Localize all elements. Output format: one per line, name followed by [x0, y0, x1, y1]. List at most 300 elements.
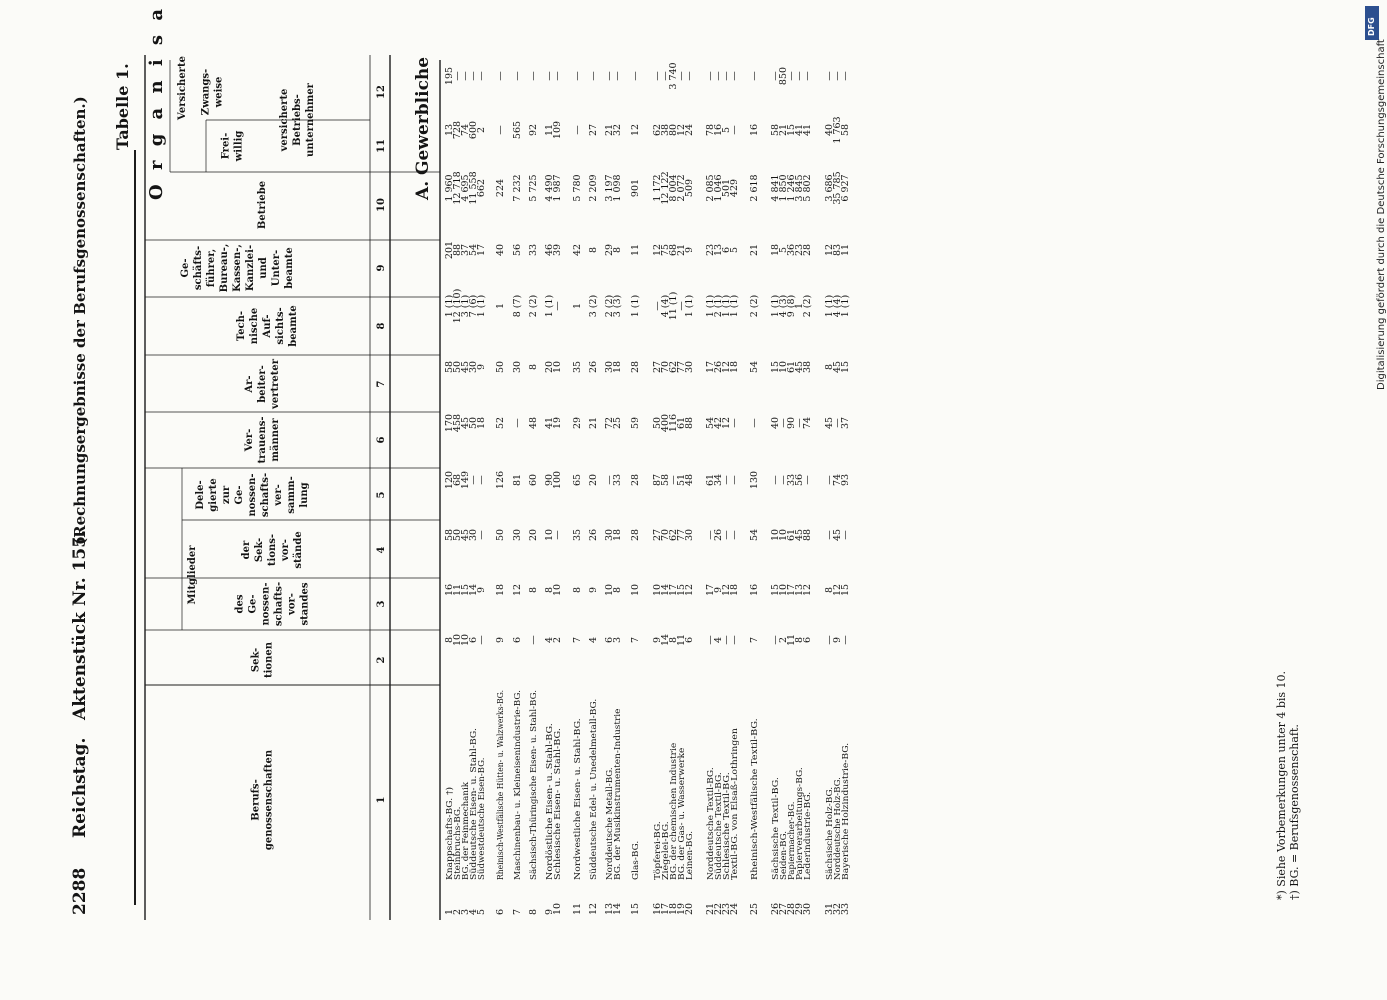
cell-c12: — [824, 71, 835, 81]
cell-c4: — [705, 530, 716, 540]
cell-c10: 5 802 [802, 174, 813, 202]
cell-c7: 20 [544, 360, 555, 374]
cell-c3: 11 [452, 583, 463, 597]
cell-c9: 5 [729, 246, 740, 254]
row-number: 23 [721, 902, 732, 915]
cell-c8: 3 (3) [612, 294, 623, 318]
cell-c4: 50 [452, 528, 463, 542]
cell-c5: 56 [794, 473, 805, 487]
cell-c2: 3 [612, 636, 623, 644]
cell-c12: — [630, 71, 641, 81]
cell-c8: 1 (1) [684, 294, 695, 318]
cell-c2: — [840, 635, 851, 645]
cell-c10: 8 004 [668, 174, 679, 202]
cell-c3: 10 [552, 583, 563, 597]
cell-c3: 8 [572, 586, 583, 594]
cell-c5: 87 [652, 473, 663, 487]
cell-c12: — [721, 71, 732, 81]
cell-c11: 12 [630, 123, 641, 137]
cell-c6: 18 [476, 416, 487, 430]
cell-c4: 45 [794, 528, 805, 542]
cell-c2: 8 [668, 636, 679, 644]
cell-c4: 30 [512, 528, 523, 542]
cell-c5: 149 [460, 470, 471, 490]
cell-c5: 28 [630, 473, 641, 487]
cell-c8: 1 (1) [840, 294, 851, 318]
cell-c8: 9 (8) [786, 294, 797, 318]
cell-c2: 14 [660, 633, 671, 647]
cell-c5: 81 [512, 473, 523, 487]
cell-c11: 2 [476, 126, 487, 134]
cell-c9: 29 [604, 243, 615, 257]
cell-c7: 30 [684, 360, 695, 374]
row-name: Papiermacher-BG. [787, 801, 797, 880]
cell-c12: — [794, 71, 805, 81]
cell-c5: 130 [749, 470, 760, 490]
cell-c10: 12 122 [660, 171, 671, 205]
cell-c9: 23 [794, 243, 805, 257]
cell-c6: 74 [802, 416, 813, 430]
cell-c11: 80 [668, 123, 679, 137]
row-number: 22 [713, 902, 724, 915]
cell-c7: 58 [444, 360, 455, 374]
cell-c9: 8 [612, 246, 623, 254]
page-number: 2288 [70, 867, 90, 915]
cell-c4: — [840, 530, 851, 540]
cell-c10: 2 618 [749, 174, 760, 202]
cell-c8: — [552, 301, 563, 311]
cell-c5: 126 [495, 470, 506, 490]
cell-c7: 45 [832, 360, 843, 374]
cell-c8: 2 (2) [749, 294, 760, 318]
table-row [476, 71, 487, 915]
cell-c2: 6 [468, 636, 479, 644]
row-name: Sächsische Holz-BG. [825, 791, 835, 880]
cell-c4: — [824, 530, 835, 540]
cell-c10: 12 718 [452, 171, 463, 205]
cell-c11: 32 [612, 123, 623, 137]
cell-c4: — [476, 530, 487, 540]
cell-c12: — [729, 71, 740, 81]
cell-c4: 30 [684, 528, 695, 542]
cell-c10: 1 850 [778, 174, 789, 202]
cell-c11: 728 [452, 120, 463, 140]
column-number-2: 2 [376, 656, 387, 664]
cell-c3: 17 [668, 583, 679, 597]
cell-c5: 51 [676, 473, 687, 487]
cell-c9: 9 [684, 246, 695, 254]
row-number: 27 [778, 902, 789, 915]
dfg-logo [1365, 6, 1379, 40]
row-number: 24 [729, 902, 740, 915]
row-name: Süddeutsche Eisen- u. Stahl-BG. [469, 740, 479, 880]
cell-c8: 1 (1) [444, 294, 455, 318]
cell-c6: — [749, 418, 760, 428]
cell-c9: 201 [444, 240, 455, 260]
row-name: Knappschafts-BG. †) [445, 792, 455, 880]
cell-c2: 6 [802, 636, 813, 644]
cell-c8: 1 (1) [729, 294, 740, 318]
cell-c12: — [786, 71, 797, 81]
cell-c8: 1 (1) [770, 294, 781, 318]
row-number: 11 [572, 902, 583, 915]
cell-c6: 90 [786, 416, 797, 430]
cell-c9: 12 [824, 243, 835, 257]
cell-c8: 2 (2) [802, 294, 813, 318]
cell-c12: — [468, 71, 479, 81]
cell-c11: 92 [528, 123, 539, 137]
row-name: Süddeutsche Textil-BG. [714, 779, 724, 880]
cell-c6: 40 [770, 416, 781, 430]
cell-c9: 33 [528, 243, 539, 257]
cell-c2: — [770, 635, 781, 645]
cell-c6: 21 [588, 416, 599, 430]
cell-c11: 109 [552, 120, 563, 140]
row-number: 5 [476, 908, 487, 915]
cell-c9: 37 [460, 243, 471, 257]
cell-c3: 9 [713, 586, 724, 594]
cell-c5: — [476, 475, 487, 485]
row-name: Glas-BG. [631, 842, 641, 880]
cell-c12: — [676, 71, 687, 81]
cell-c7: 15 [840, 360, 851, 374]
header-zwangsweise-display: Zwangs- weise [200, 68, 225, 116]
row-number: 33 [840, 902, 851, 915]
cell-c5: — [668, 475, 679, 485]
cell-c10: 1 246 [786, 174, 797, 202]
cell-c2: 7 [749, 636, 760, 644]
cell-c12: — [802, 71, 813, 81]
cell-c9: 56 [512, 243, 523, 257]
table-row [495, 71, 506, 915]
cell-c10: 3 845 [794, 174, 805, 202]
cell-c5: 48 [684, 473, 695, 487]
header-mitglieder-display: Mitglieder [187, 545, 198, 605]
cell-c6: — [794, 418, 805, 428]
row-name: Rheinisch-Westfälische Hütten- u. Walzwerks-BG. [496, 667, 506, 880]
cell-c10: 2 072 [676, 174, 687, 202]
cell-c6: 19 [552, 416, 563, 430]
cell-c12: — [660, 71, 671, 81]
cell-c7: 15 [770, 360, 781, 374]
cell-c7: 54 [749, 360, 760, 374]
row-number: 2 [452, 908, 463, 915]
cell-c11: — [572, 125, 583, 135]
cell-c2: — [705, 635, 716, 645]
cell-c9: 39 [552, 243, 563, 257]
cell-c8: 2 (1) [713, 294, 724, 318]
footnote-1: *) Siehe Vorbemerkungen unter 4 bis 10. [1275, 670, 1288, 900]
cell-c2: 6 [684, 636, 695, 644]
cell-c10: 2 209 [588, 174, 599, 202]
cell-c8: 4 (4) [832, 294, 843, 318]
table-label: Tabelle 1. [113, 63, 132, 150]
header-geschaeftsfuehrer-display: Ge- schäfts- führer, Bureau-, Kassen-, Kanzlei- und Unter- beamte [180, 243, 295, 293]
cell-c7: 30 [512, 360, 523, 374]
row-name: Lederindustrie-BG. [803, 797, 813, 880]
cell-c12: — [544, 71, 555, 81]
cell-c4: 62 [668, 528, 679, 542]
cell-c6: 48 [528, 416, 539, 430]
cell-c5: — [721, 475, 732, 485]
cell-c3: 10 [630, 583, 641, 597]
cell-c11: 15 [786, 123, 797, 137]
cell-c2: — [528, 635, 539, 645]
footnotes [1275, 671, 1301, 900]
cell-c5: 34 [713, 473, 724, 487]
cell-c8: 1 (1) [476, 294, 487, 318]
cell-c7: 26 [588, 360, 599, 374]
cell-c10: 2 085 [705, 174, 716, 202]
cell-c8: — [676, 301, 687, 311]
cell-c3: 8 [612, 586, 623, 594]
cell-c12: 195 [444, 66, 455, 86]
cell-c7: 12 [721, 360, 732, 374]
cell-c11: 16 [749, 123, 760, 137]
cell-c11: 41 [802, 123, 813, 137]
row-number: 18 [668, 902, 679, 915]
row-number: 20 [684, 902, 695, 915]
cell-c9: 11 [630, 243, 641, 257]
cell-c12: 3 740 [668, 62, 679, 90]
cell-c9: 17 [476, 243, 487, 257]
cell-c3: 12 [721, 583, 732, 597]
cell-c9: 36 [786, 243, 797, 257]
cell-c10: 3 197 [604, 174, 615, 202]
row-name: Norddeutsche Textil-BG. [706, 774, 716, 880]
table-body [444, 62, 851, 915]
cell-c8: 1 [794, 302, 805, 310]
cell-c10: 3 686 [824, 174, 835, 202]
cell-c11: 21 [778, 123, 789, 137]
cell-c12: — [604, 71, 615, 81]
cell-c2: 2 [778, 636, 789, 644]
cell-c5: 74 [832, 473, 843, 487]
row-number: 8 [528, 908, 539, 915]
cell-c5: — [802, 475, 813, 485]
row-name: Maschinenbau- u. Kleineisenindustrie-BG. [513, 698, 523, 880]
cell-c7: 38 [802, 360, 813, 374]
cell-c7: 18 [729, 360, 740, 374]
cell-c11: — [495, 125, 506, 135]
cell-c4: 28 [630, 528, 641, 542]
header-sektionen-display: Sek- tionen [250, 642, 275, 678]
cell-c4: 35 [572, 528, 583, 542]
cell-c6: 41 [544, 416, 555, 430]
cell-c6: 54 [705, 416, 716, 430]
row-number: 32 [832, 902, 843, 915]
column-number-8: 8 [376, 322, 387, 330]
cell-c3: 12 [802, 583, 813, 597]
cell-c5: — [824, 475, 835, 485]
row-number: 21 [705, 902, 716, 915]
column-number-3: 3 [376, 600, 387, 608]
row-number: 31 [824, 902, 835, 915]
cell-c7: 8 [824, 363, 835, 371]
cell-c7: 50 [495, 360, 506, 374]
cell-c4: 45 [832, 528, 843, 542]
cell-c2: 11 [676, 633, 687, 647]
cell-c4: 70 [660, 528, 671, 542]
cell-c10: 4 695 [460, 174, 471, 202]
row-name: Leinen-BG. [685, 832, 695, 880]
dfg-logo-text: DFG [1367, 17, 1376, 36]
cell-c6: 45 [460, 416, 471, 430]
cell-c7: 28 [630, 360, 641, 374]
table-row [749, 71, 760, 915]
cell-c3: 12 [832, 583, 843, 597]
cell-c3: 16 [444, 583, 455, 597]
cell-c9: 8 [588, 246, 599, 254]
cell-c9: 40 [495, 243, 506, 257]
row-name: Nordöstliche Eisen- u. Stahl-BG. [545, 740, 555, 880]
cell-c6: 458 [452, 413, 463, 433]
cell-c10: 11 558 [468, 171, 479, 205]
footnote-2: †) BG. = Berufsgenossenschaft. [1288, 724, 1301, 900]
cell-c4: 30 [604, 528, 615, 542]
cell-c6: — [512, 418, 523, 428]
cell-c2: 4 [713, 636, 724, 644]
cell-c5: — [604, 475, 615, 485]
row-name: Nordwestliche Eisen- u. Stahl-BG. [573, 733, 583, 880]
cell-c12: — [749, 71, 760, 81]
header-berufsgenossenschaften-display: Berufs- genossenschaften [250, 749, 275, 851]
cell-c12: — [476, 71, 487, 81]
cell-c7: 8 [528, 363, 539, 371]
cell-c4: 27 [652, 528, 663, 542]
row-number: 29 [794, 902, 805, 915]
cell-c4: 54 [749, 528, 760, 542]
cell-c7: 62 [668, 360, 679, 374]
cell-c12: — [713, 71, 724, 81]
cell-c4: 30 [468, 528, 479, 542]
cell-c8: 1 [572, 302, 583, 310]
cell-c4: 61 [786, 528, 797, 542]
cell-c5: 60 [528, 473, 539, 487]
cell-c4: 18 [612, 528, 623, 542]
cell-c6: 72 [604, 416, 615, 430]
cell-c3: 18 [495, 583, 506, 597]
cell-c3: 10 [604, 583, 615, 597]
cell-c9: 18 [770, 243, 781, 257]
cell-c3: 14 [468, 583, 479, 597]
row-name: Süddeutsche Edel- u. Unedelmetall-BG. [589, 709, 599, 880]
cell-c5: — [468, 475, 479, 485]
row-number: 1 [444, 908, 455, 915]
cell-c7: 30 [604, 360, 615, 374]
cell-c4: 58 [444, 528, 455, 542]
cell-c7: 26 [713, 360, 724, 374]
cell-c7: 45 [794, 360, 805, 374]
cell-c5: 90 [544, 473, 555, 487]
header-betriebe-display: Betriebe [257, 180, 268, 230]
cell-c7: 70 [660, 360, 671, 374]
cell-c2: 11 [786, 633, 797, 647]
cell-c5: — [770, 475, 781, 485]
cell-c9: 75 [660, 243, 671, 257]
table-heading: O r g a n i s a [146, 5, 167, 200]
row-name: Norddeutsche Holz-BG. [833, 778, 843, 880]
table-row [588, 71, 599, 915]
cell-c11: 58 [770, 123, 781, 137]
cell-c5: 68 [452, 473, 463, 487]
cell-c7: 30 [468, 360, 479, 374]
row-name: BG. der Feinmechanik [461, 784, 471, 880]
cell-c2: 7 [630, 636, 641, 644]
cell-c12: 850 [778, 66, 789, 86]
cell-c4: 45 [460, 528, 471, 542]
cell-c7: 18 [612, 360, 623, 374]
cell-c10: 7 232 [512, 174, 523, 202]
cell-c3: 8 [528, 586, 539, 594]
cell-c6: 25 [612, 416, 623, 430]
row-name: Südwestdeutsche Eisen-BG. [477, 759, 487, 880]
cell-c2: 6 [604, 636, 615, 644]
row-name: BG. der Gas- u. Wasserwerke [677, 754, 687, 880]
cell-c10: 501 [721, 178, 732, 198]
cell-c5: 100 [552, 470, 563, 490]
cell-c12: — [588, 71, 599, 81]
document-title: (Rechnungsergebnisse der Berufsgenossenschaften.) [71, 96, 89, 545]
cell-c3: 9 [588, 586, 599, 594]
cell-c6: 61 [676, 416, 687, 430]
cell-c12: — [512, 71, 523, 81]
cell-c8: 11 (1) [668, 291, 679, 321]
cell-c6: — [729, 418, 740, 428]
cell-c5: 120 [444, 470, 455, 490]
cell-c4: — [552, 530, 563, 540]
cell-c3: 12 [512, 583, 523, 597]
cell-c2: 9 [832, 636, 843, 644]
cell-c2: 2 [552, 636, 563, 644]
cell-c9: 42 [572, 243, 583, 257]
row-name: Schlesische Textil-BG. [722, 784, 732, 880]
cell-c3: 16 [749, 583, 760, 597]
cell-c6: 12 [721, 416, 732, 430]
column-headers [177, 56, 387, 850]
cell-c5: 20 [588, 473, 599, 487]
cell-c2: — [729, 635, 740, 645]
cell-c3: 17 [786, 583, 797, 597]
column-number-6: 6 [376, 436, 387, 444]
cell-c4: 26 [588, 528, 599, 542]
cell-c6: 37 [840, 416, 851, 430]
section-heading: A. Gewerbliche [413, 56, 433, 200]
cell-c12: — [528, 71, 539, 81]
column-number-12: 12 [376, 85, 387, 99]
cell-c12: — [552, 71, 563, 81]
cell-c12: — [460, 71, 471, 81]
cell-c6: — [832, 418, 843, 428]
cell-c8: 2 (2) [528, 294, 539, 318]
cell-c6: 45 [824, 416, 835, 430]
row-number: 25 [749, 902, 760, 915]
cell-c9: 13 [713, 243, 724, 257]
cell-c7: 9 [476, 363, 487, 371]
cell-c2: 8 [444, 636, 455, 644]
cell-c10: 1 098 [612, 174, 623, 202]
cell-c4: — [729, 530, 740, 540]
column-number-11: 11 [376, 139, 387, 153]
cell-c10: 35 785 [832, 171, 843, 205]
cell-c6: — [778, 418, 789, 428]
column-number-10: 10 [376, 198, 387, 212]
cell-c9: 23 [705, 243, 716, 257]
cell-c8: 1 (1) [630, 294, 641, 318]
cell-c11: 12 [676, 123, 687, 137]
column-number-4: 4 [376, 546, 387, 554]
row-name: Sächsisch-Thüringische Eisen- u. Stahl-BG. [529, 694, 539, 880]
